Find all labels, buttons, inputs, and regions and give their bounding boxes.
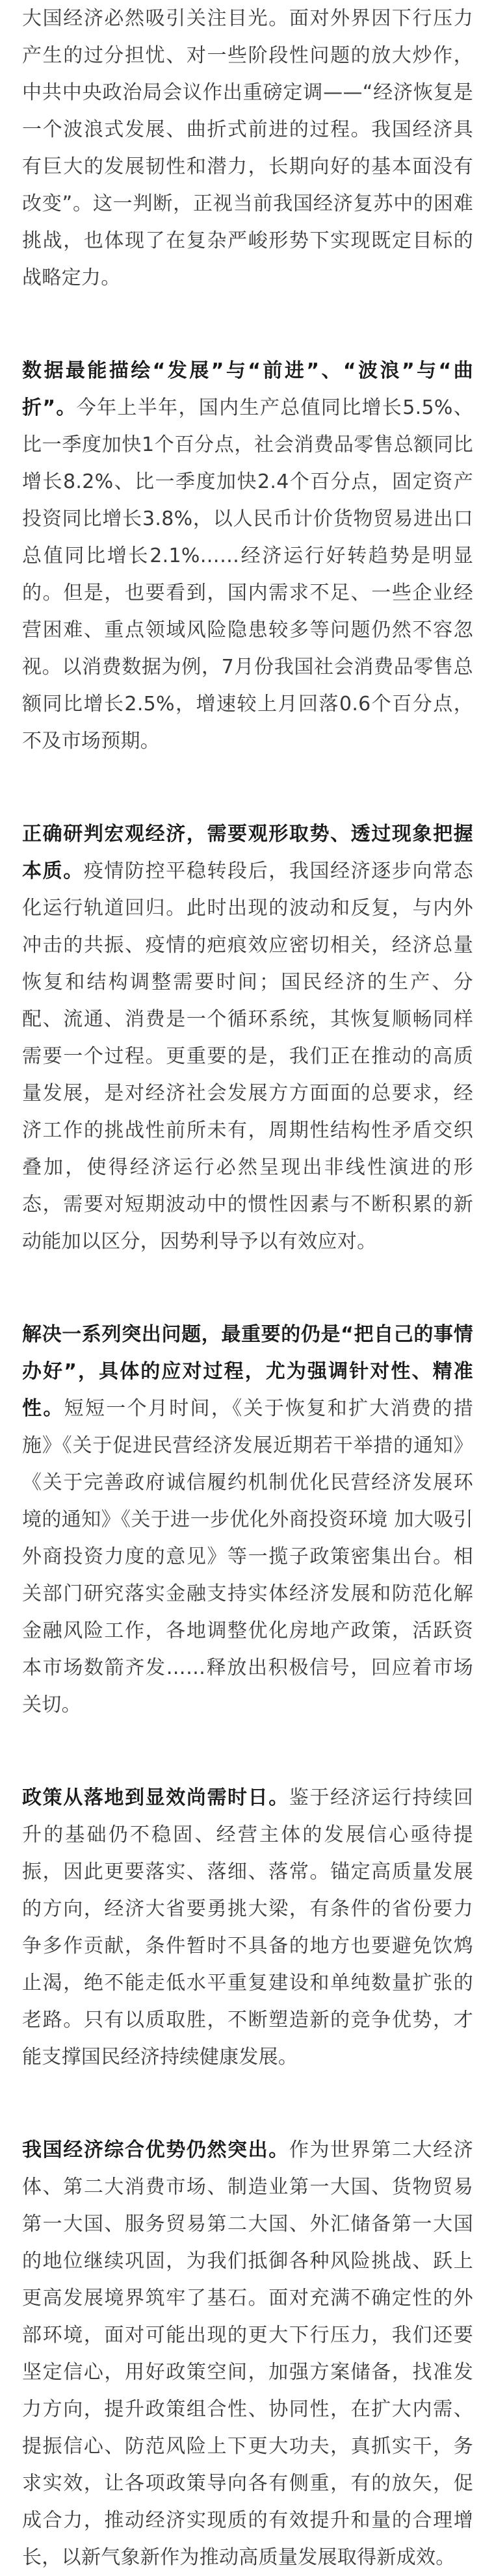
paragraph-lead: 解决一系列突出问题，最重要的仍是“把自己的事情办好”，具体的应对过程，尤为强调针对性、精准性。 <box>22 1323 473 1420</box>
paragraph-intro <box>22 0 473 296</box>
paragraph-lead: 正确研判宏观经济，需要观形取势、透过现象把握本质。 <box>22 823 473 882</box>
paragraph-policies <box>22 1316 473 1723</box>
paragraph-text: 疫情防控平稳转段后，我国经济逐步向常态化运行轨道回归。此时出现的波动和反复，与内外冲击的共振、疫情的疤痕效应密切相关，经济总量恢复和结构调整需要时间；国民经济的生产、分配、流通、消费是一个循环系统，其恢复顺畅同样需要一个过程。更重要的是，我们正在推动的高质量发展，是对经济社会发展方方面面的总要求，经济工作的挑战性前所未有，周期性结构性矛盾交织叠加，使得经济运行必然呈现出非线性演进的形态，需要对短期波动中的惯性因素与不断积累的新动能加以区分，因势利导予以有效应对。 <box>22 860 474 1253</box>
paragraph-text: 鉴于经济运行持续回升的基础仍不稳固、经营主体的发展信心亟待提振，因此更要落实、落细、落常。锚定高质量发展的方向，经济大省要勇挑大梁，有条件的省份要力争多作贡献，条件暂时不具备的地方也要避免饮鸩止渴，绝不能走低水平重复建设和单纯数量扩张的老路。只有以质取胜，不断塑造新的竞争优势，才能支撑国民经济持续健康发展。 <box>22 1786 473 2068</box>
paragraph-lead: 数据最能描绘“发展”与“前进”、“波浪”与“曲折”。 <box>22 359 473 419</box>
paragraph-text: 短短一个月时间，《关于恢复和扩大消费的措施》《关于促进民营经济发展近期若干举措的通知》《关于完善政府诚信履约机制优化民营经济发展环境的通知》《关于进一步优化外商投资环境 加大吸引外商投资力度的意见》等一揽子政策密集出台。相关部门研究落实金融支持实体经济发展和防范化解金融风险工作，各地调整优化房地产政策，活跃资本市场数箭齐发……释放出积极信号，回应着市场关切。 <box>22 1397 473 1716</box>
paragraph-text: 大国经济必然吸引关注目光。面对外界因下行压力产生的过分担忧、对一些阶段性问题的放大炒作，中共中央政治局会议作出重磅定调——“经济恢复是一个波浪式发展、曲折式前进的过程。我国经济具有巨大的发展韧性和潜力，长期向好的基本面没有改变”。这一判断，正视当前我国经济复苏中的困难挑战，也体现了在复杂严峻形势下实现既定目标的战略定力。 <box>22 7 473 289</box>
paragraph-lead: 政策从落地到显效尚需时日。 <box>22 1786 289 1809</box>
paragraph-text: 作为世界第二大经济体、第二大消费市场、制造业第一大国、货物贸易第一大国、服务贸易第二大国、外汇储备第一大国的地位继续巩固，为我们抵御各种风险挑战、跃上更高发展境界筑牢了基石。面对充满不确定性的外部环境，面对可能出现的更大下行压力，我们还要坚定信心，用好政策空间，加强方案储备，找准发力方向，提升政策组合性、协同性，在扩大内需、提振信心、防范风险上下更大功夫，真抓实干，务求实效，让各项政策导向各有侧重，有的放矢，促成合力，推动经济实现质的有效提升和量的合理增长，以新气象新作为推动高质量发展取得新成效。 <box>22 2139 473 2569</box>
paragraph-text: 今年上半年，国内生产总值同比增长5.5%、比一季度加快1个百分点，社会消费品零售总额同比增长8.2%、比一季度加快2.4个百分点，固定资产投资同比增长3.8%，以人民币计价货物贸易进出口总值同比增长2.1%……经济运行好转趋势是明显的。但是，也要看到，国内需求不足、一些企业经营困难、重点领域风险隐患较多等问题仍然不容忽视。以消费数据为例，7月份我国社会消费品零售总额同比增长2.5%，增速较上月回落0.6个百分点，不及市场预期。 <box>22 396 473 753</box>
paragraph-judgement <box>22 816 473 1260</box>
paragraph-advantages <box>22 2132 473 2576</box>
paragraph-implementation <box>22 1779 473 2076</box>
paragraph-lead: 我国经济综合优势仍然突出。 <box>22 2139 289 2161</box>
paragraph-data <box>22 352 473 760</box>
